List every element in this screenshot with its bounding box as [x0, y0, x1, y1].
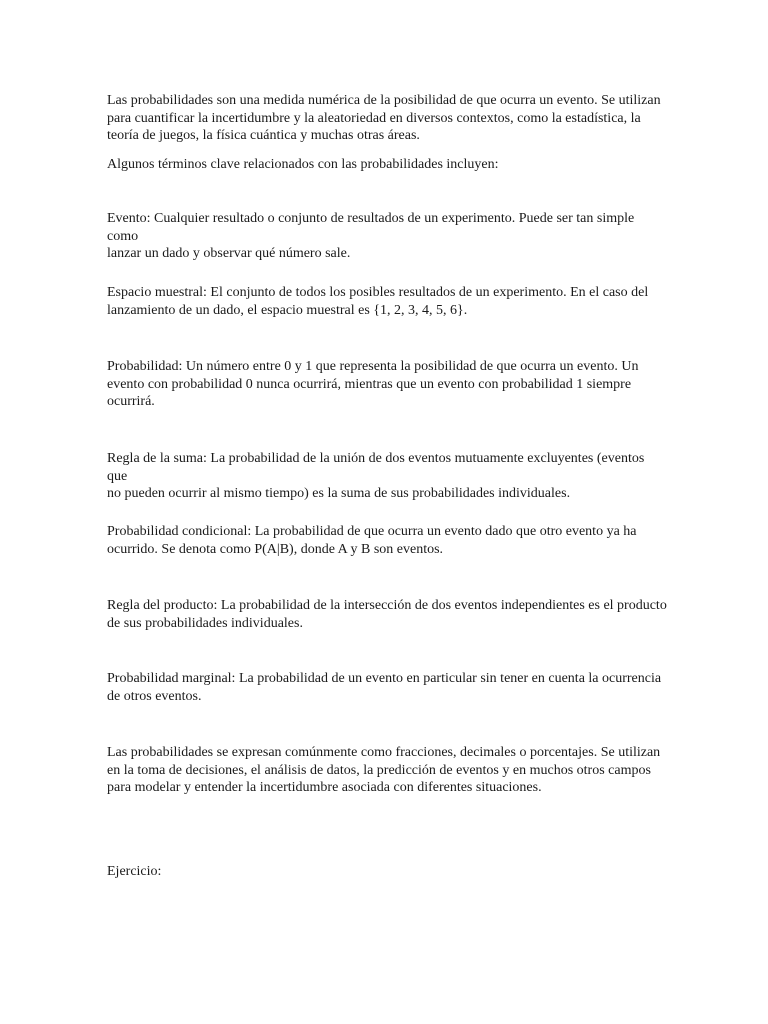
closing-paragraph: Las probabilidades se expresan comúnmente como fracciones, decimales o porcentajes. Se utilizan en la toma de decisiones, el análisis de datos, la predicción de eventos y en muchos otros campos para modelar y entender la incertidumbre asociada con diferentes situaciones.: [107, 745, 661, 795]
term-probabilidad-condicional: Probabilidad condicional: La probabilidad de que ocurra un evento dado que otro evento ya ha ocurrido. Se denota como P(A|B), donde A y B son eventos.: [107, 524, 637, 557]
term-evento: Evento: Cualquier resultado o conjunto de resultados de un experimento. Puede ser tan simple como lanzar un dado y observar qué número sale.: [107, 211, 635, 261]
term-probabilidad: Probabilidad: Un número entre 0 y 1 que representa la posibilidad de que ocurra un evento. Un evento con probabilidad 0 nunca ocurrirá, mientras que un evento con probabilidad 1 siempre ocurrirá.: [107, 359, 639, 409]
term-regla-suma: Regla de la suma: La probabilidad de la unión de dos eventos mutuamente excluyentes (eventos que no pueden ocurrir al mismo tiempo) es la suma de sus probabilidades individuales.: [107, 451, 645, 501]
term-espacio-muestral: Espacio muestral: El conjunto de todos los posibles resultados de un experimento. En el caso del lanzamiento de un dado, el espacio muestral es {1, 2, 3, 4, 5, 6}.: [107, 285, 649, 318]
key-terms-intro: Algunos términos clave relacionados con las probabilidades incluyen:: [107, 157, 499, 172]
term-regla-producto: Regla del producto: La probabilidad de la intersección de dos eventos independientes es el producto de sus probabilidades individuales.: [107, 598, 667, 631]
term-probabilidad-marginal: Probabilidad marginal: La probabilidad de un evento en particular sin tener en cuenta la ocurrencia de otros eventos.: [107, 671, 662, 704]
intro-paragraph: Las probabilidades son una medida numérica de la posibilidad de que ocurra un evento. Se utilizan para cuantificar la incertidumbre y la aleatoriedad en diversos contextos, como la estadística, la teoría de juegos, la física cuántica y muchas otras áreas.: [107, 93, 661, 143]
exercise-heading: Ejercicio:: [107, 864, 162, 879]
